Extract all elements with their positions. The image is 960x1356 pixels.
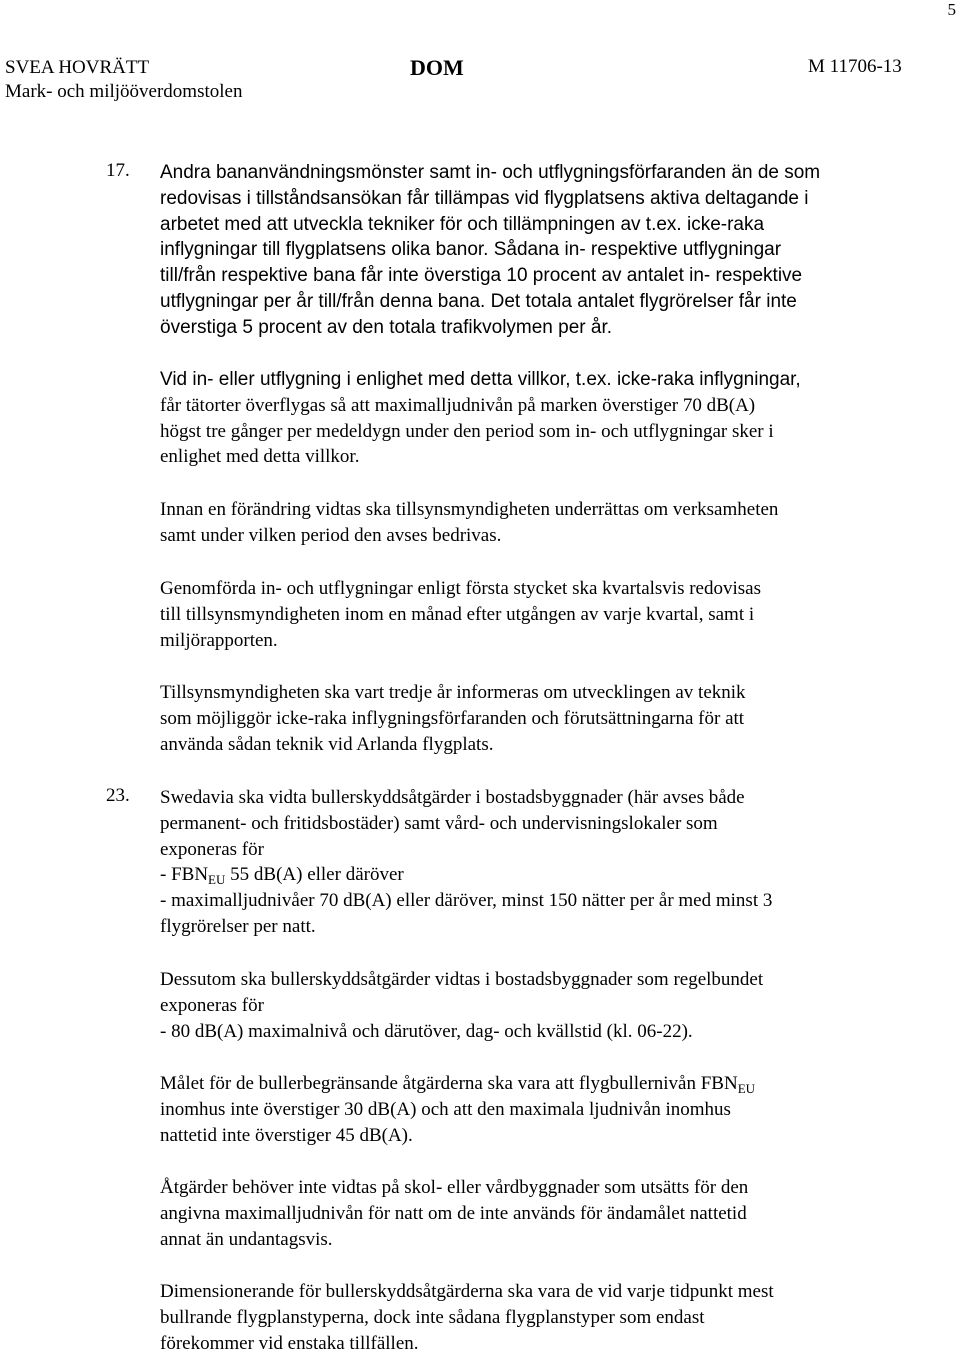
paragraph-23-4 [160, 1175, 920, 1252]
text-line: till/från respektive bana får inte överstiga 10 procent av antalet in- respektive [160, 265, 803, 287]
text-line: arbetet med att utveckla tekniker för och tillämpningen av t.ex. icke-raka [160, 213, 765, 235]
text-line: Tillsynsmyndigheten ska vart tredje år informeras om utvecklingen av teknik [160, 682, 746, 703]
text-line: enlighet med detta villkor. [160, 446, 360, 468]
text-line: samt under vilken period den avses bedrivas. [160, 524, 502, 546]
text-line: använda sådan teknik vid Arlanda flygplats. [160, 733, 494, 755]
text-line: miljörapporten. [160, 629, 278, 651]
paragraph-17-5 [160, 680, 920, 757]
text-line: som möjliggör icke-raka inflygningsförfaranden och förutsättningarna för att [160, 707, 745, 729]
goal-prefix: Målet för de bullerbegränsande åtgärderna ska vara att flygbullernivån FBN [160, 1073, 738, 1094]
court-name: SVEA HOVRÄTT [5, 57, 150, 78]
text-line: - maximalljudnivåer 70 dB(A) eller däröver, minst 150 nätter per år med minst 3 [160, 890, 773, 912]
case-number: M 11706-13 [808, 56, 902, 77]
paragraph-17-2 [160, 367, 920, 470]
text-line: permanent- och fritidsbostäder) samt vård- och undervisningslokaler som [160, 812, 718, 834]
text-line: redovisas i tillståndsansökan får tillämpas vid flygplatsens aktiva deltagande i [160, 187, 809, 209]
item-number: 23. [106, 785, 130, 806]
text-line: exponeras för [160, 838, 264, 860]
text-line: Dimensionerande för bullerskyddsåtgärderna ska vara de vid varje tidpunkt mest [160, 1281, 774, 1302]
text-line: till tillsynsmyndigheten inom en månad efter utgången av varje kvartal, samt i [160, 603, 755, 625]
item-number: 17. [106, 160, 130, 181]
court-division: Mark- och miljööverdomstolen [5, 81, 243, 102]
goal-subscript: EU [737, 1081, 756, 1096]
text-line [160, 1071, 920, 1097]
text-line: utflygningar per år till/från denna bana. Det totala antalet flygrörelser får inte [160, 290, 797, 312]
fbn-suffix: 55 dB(A) eller däröver [225, 864, 404, 886]
text-line: flygrörelser per natt. [160, 915, 316, 937]
text-line: exponeras för [160, 994, 264, 1016]
text-line [160, 862, 920, 888]
text-line: förekommer vid enstaka tillfällen. [160, 1332, 419, 1354]
paragraph-23-3 [160, 1071, 920, 1148]
paragraph-23-5 [160, 1279, 920, 1356]
text-line: nattetid inte överstiger 45 dB(A). [160, 1124, 413, 1146]
text-line: Dessutom ska bullerskyddsåtgärder vidtas i bostadsbyggnader som regelbundet [160, 969, 764, 990]
paragraph-17-4 [160, 576, 920, 653]
text-line: angivna maximalljudnivån för natt om de inte används för ändamålet nattetid [160, 1202, 747, 1224]
text-line: Åtgärder behöver inte vidtas på skol- eller vårdbyggnader som utsätts för den [160, 1177, 749, 1198]
text-line: Andra bananvändningsmönster samt in- och utflygningsförfaranden än de som [160, 162, 821, 183]
text-line: Swedavia ska vidta bullerskyddsåtgärder i bostadsbyggnader (här avses både [160, 787, 745, 808]
text-line: bullrande flygplanstyperna, dock inte sådana flygplanstyper som endast [160, 1306, 705, 1328]
paragraph-23-1 [160, 785, 920, 940]
text-line: överstiga 5 procent av den totala trafikvolymen per år. [160, 316, 613, 338]
text-line: Innan en förändring vidtas ska tillsynsmyndigheten underrättas om verksamheten [160, 499, 779, 520]
fbn-prefix: - FBN [160, 864, 209, 886]
text-line: högst tre gånger per medeldygn under den period som in- och utflygningar sker i [160, 420, 774, 442]
paragraph-23-2 [160, 967, 920, 1044]
text-line: inflygningar till flygplatsens olika banor. Sådana in- respektive utflygningar [160, 239, 782, 261]
text-line: annat än undantagsvis. [160, 1228, 333, 1250]
paragraph-17-3 [160, 497, 920, 549]
page-number: 5 [947, 0, 956, 19]
fbn-subscript: EU [208, 872, 226, 888]
text-line: inomhus inte överstiger 30 dB(A) och att den maximala ljudnivån inomhus [160, 1098, 731, 1120]
document-type: DOM [410, 55, 464, 80]
court-header [5, 56, 242, 104]
text-line: - 80 dB(A) maximalnivå och därutöver, dag- och kvällstid (kl. 06-22). [160, 1020, 693, 1042]
text-line: Vid in- eller utflygning i enlighet med detta villkor, t.ex. icke-raka inflygningar, [160, 369, 801, 390]
paragraph-17-1 [160, 160, 920, 341]
text-line: får tätorter överflygas så att maximalljudnivån på marken överstiger 70 dB(A) [160, 394, 756, 416]
text-line: Genomförda in- och utflygningar enligt första stycket ska kvartalsvis redovisas [160, 578, 761, 599]
